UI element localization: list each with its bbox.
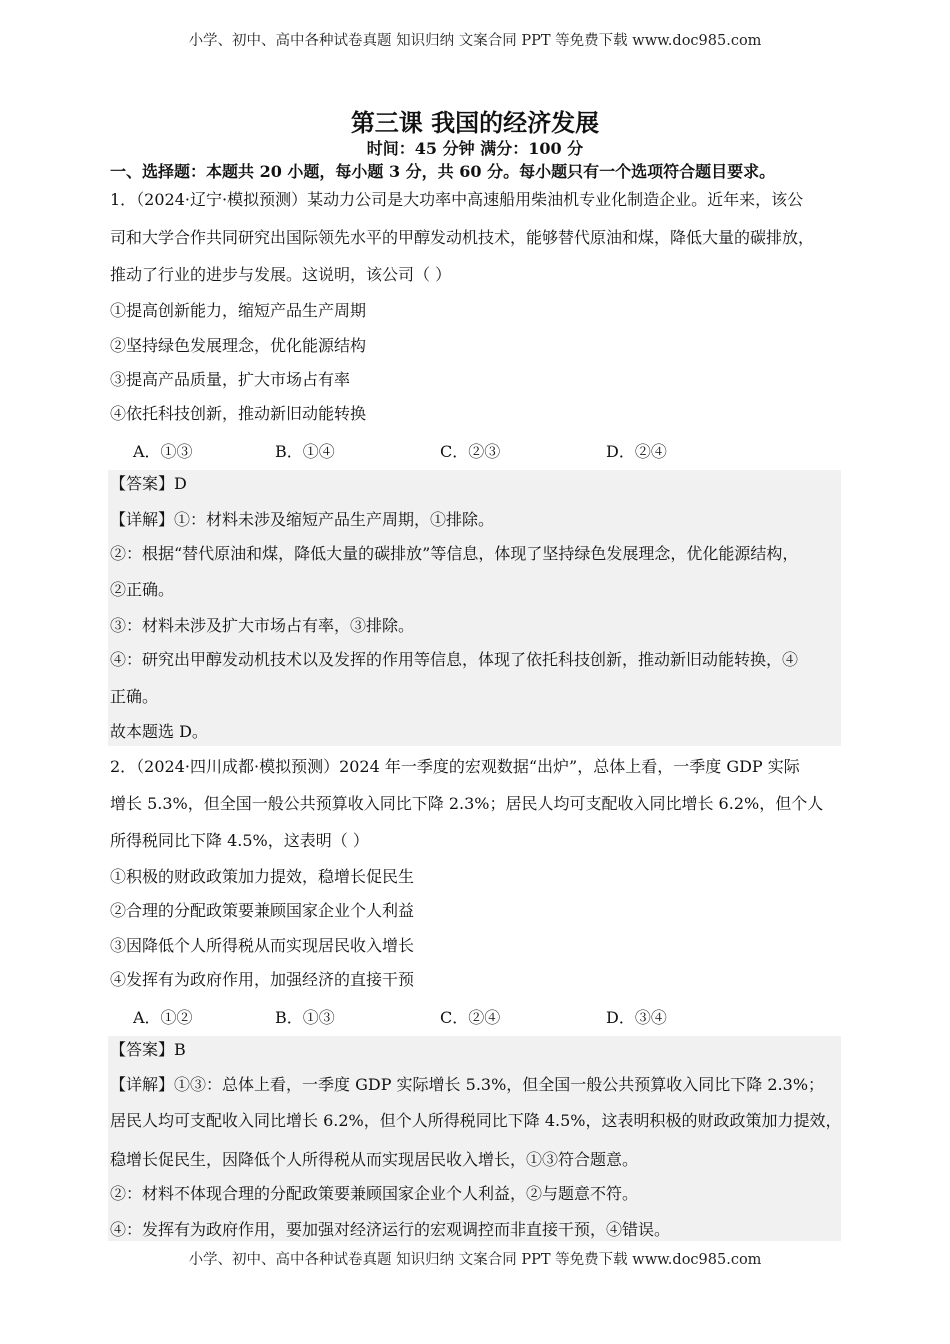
choice-option: A．①③ [133,442,193,461]
statement-item: ①提高创新能力，缩短产品生产周期 [110,301,367,320]
question-stem-line: 增长 5.3%，但全国一般公共预算收入同比下降 2.3%；居民人均可支配收入同比增长 6.2%，但个人 [110,794,824,813]
statement-item: ④依托科技创新，推动新旧动能转换 [110,404,367,423]
choice-option: C．②③ [440,442,501,461]
statement-item: ③提高产品质量，扩大市场占有率 [110,370,351,389]
explanation-line: ②正确。 [110,580,175,599]
section-heading: 一、选择题：本题共 20 小题，每小题 3 分，共 60 分。每小题只有一个选项符合题目要求。 [110,162,776,181]
answer-text: 【答案】B [110,1040,186,1059]
question-stem-line: 推动了行业的进步与发展。这说明，该公司（ ） [110,265,452,284]
statement-item: ①积极的财政政策加力提效，稳增长促民生 [110,867,415,886]
question-stem-line: 司和大学合作共同研究出国际领先水平的甲醇发动机技术，能够替代原油和煤，降低大量的碳排放， [110,228,815,247]
page-title: 第三课 我国的经济发展 [350,108,600,137]
statement-item: ④发挥有为政府作用，加强经济的直接干预 [110,970,415,989]
explanation-line: 【详解】①③：总体上看，一季度 GDP 实际增长 5.3%，但全国一般公共预算收入同比下降 2.3%； [110,1075,825,1094]
explanation-line: 正确。 [110,687,159,706]
choice-option: D．②④ [606,442,667,461]
choice-option: A．①② [133,1008,193,1027]
exam-info: 时间：45 分钟 满分：100 分 [366,139,584,158]
question-stem-line: 所得税同比下降 4.5%，这表明（ ） [110,831,369,850]
explanation-line: 居民人均可支配收入同比增长 6.2%，但个人所得税同比下降 4.5%，这表明积极的财政政策加力提效， [110,1111,842,1130]
explanation-line: ②：材料不体现合理的分配政策要兼顾国家企业个人利益，②与题意不符。 [110,1184,639,1203]
explanation-line: 稳增长促民生，因降低个人所得税从而实现居民收入增长，①③符合题意。 [110,1150,639,1169]
choice-option: C．②④ [440,1008,501,1027]
choice-option: B．①④ [275,442,335,461]
statement-item: ②坚持绿色发展理念，优化能源结构 [110,336,367,355]
explanation-line: ④：发挥有为政府作用，要加强对经济运行的宏观调控而非直接干预，④错误。 [110,1220,671,1239]
page-footer: 小学、初中、高中各种试卷真题 知识归纳 文案合同 PPT 等免费下载 www.doc985.com [188,1252,762,1268]
explanation-line: ②：根据“替代原油和煤，降低大量的碳排放”等信息，体现了坚持绿色发展理念，优化能源结构， [110,544,799,563]
statement-item: ②合理的分配政策要兼顾国家企业个人利益 [110,901,415,920]
explanation-line: ④：研究出甲醇发动机技术以及发挥的作用等信息，体现了依托科技创新，推动新旧动能转换，④ [110,650,799,669]
explanation-line: ③：材料未涉及扩大市场占有率，③排除。 [110,616,415,635]
explanation-line: 【详解】①：材料未涉及缩短产品生产周期，①排除。 [110,510,495,529]
question-stem-line: 1．（2024·辽宁·模拟预测）某动力公司是大功率中高速船用柴油机专业化制造企业。近年来，该公 [110,190,804,209]
statement-item: ③因降低个人所得税从而实现居民收入增长 [110,936,415,955]
explanation-line: 故本题选 D。 [110,722,208,741]
answer-text: 【答案】D [110,474,187,493]
question-stem-line: 2．（2024·四川成都·模拟预测）2024 年一季度的宏观数据“出炉”，总体上看，一季度 GDP 实际 [110,757,800,776]
choice-option: D．③④ [606,1008,667,1027]
page-header: 小学、初中、高中各种试卷真题 知识归纳 文案合同 PPT 等免费下载 www.doc985.com [188,33,762,49]
choice-option: B．①③ [275,1008,335,1027]
answer-box-q2 [108,1036,841,1241]
